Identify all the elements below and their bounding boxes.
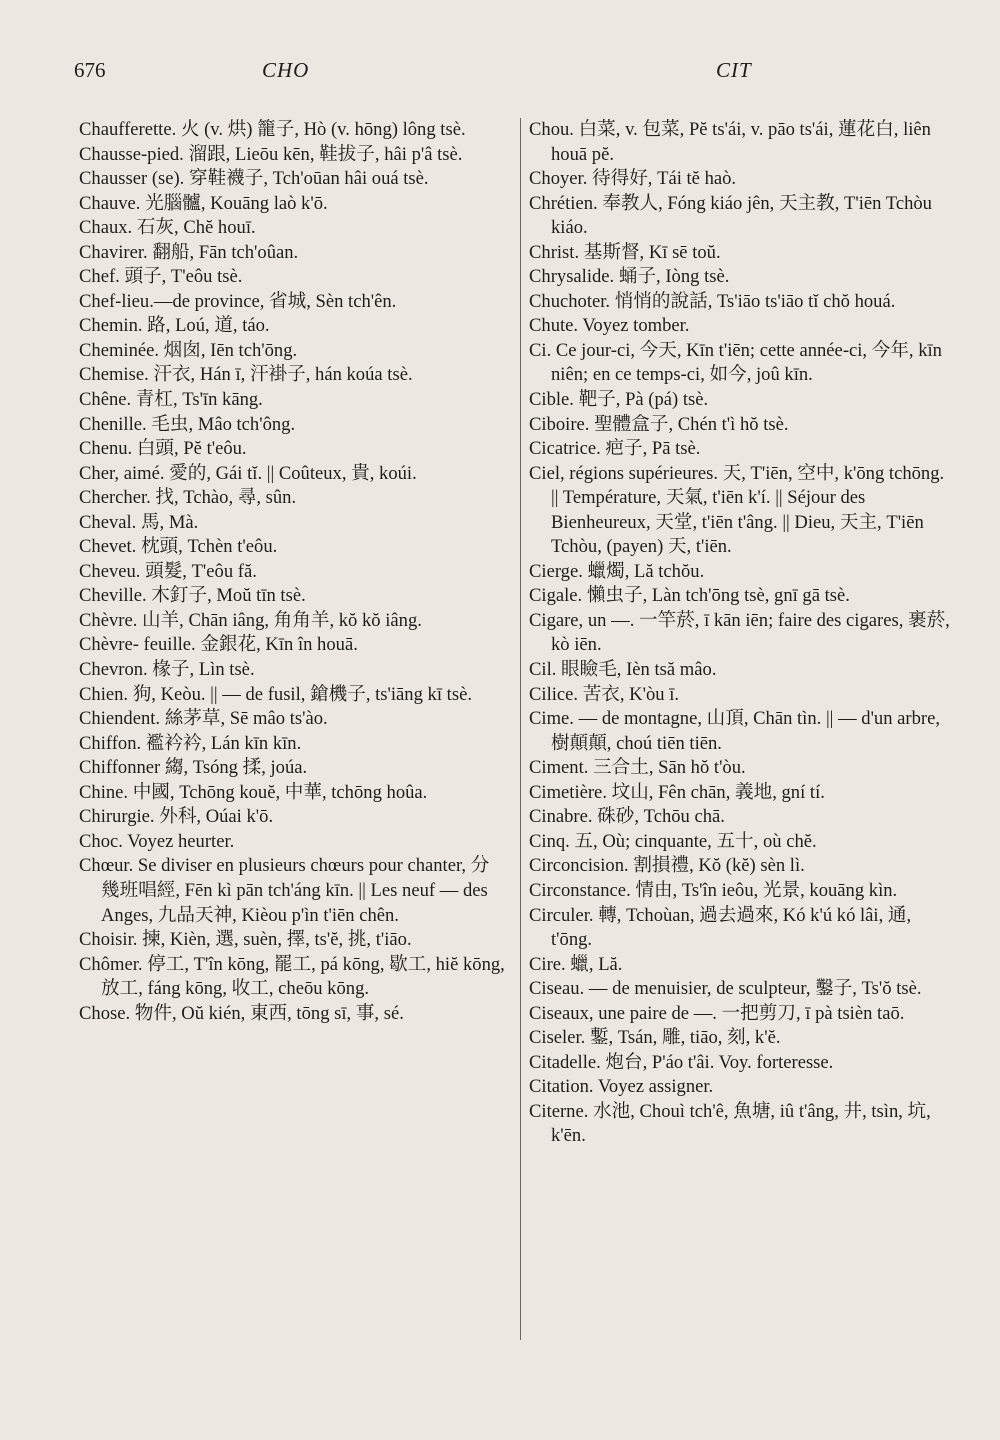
dictionary-entry: Ci. Ce jour-ci, 今天, Kīn t'iēn; cette année-ci, 今年, kīn niên; en ce temps-ci, 如今, joû kīn. (529, 339, 942, 386)
left-guide-word: CHO (262, 58, 310, 82)
dictionary-entry: Chenille. 毛虫, Mâo tch'ông. (79, 413, 296, 435)
dictionary-entry: Chômer. 停工, T'în kōng, 罷工, pá kōng, 歇工, hiĕ kōng, 放工, fáng kōng, 收工, cheōu kōng. (79, 953, 505, 1000)
dictionary-entry: Citation. Voyez assigner. (529, 1076, 714, 1098)
dictionary-entry: Cilice. 苦衣, K'òu ī. (529, 683, 680, 705)
dictionary-entry: Chirurgie. 外科, Oúai k'ō. (79, 806, 274, 828)
dictionary-entry: Chauve. 光腦髗, Kouāng laò k'ō. (79, 192, 328, 214)
dictionary-entry: Chaux. 石灰, Chĕ houī. (79, 217, 256, 239)
dictionary-entry: Chine. 中國, Tchōng kouĕ, 中華, tchōng hoûa. (79, 781, 428, 803)
dictionary-entry: Chavirer. 翻船, Fān tch'oûan. (79, 241, 299, 263)
dictionary-entry: Cheval. 馬, Mà. (79, 511, 199, 533)
dictionary-entry: Chaufferette. 火 (v. 烘) 籠子, Hò (v. hōng) lông tsè. (79, 119, 466, 140)
dictionary-entry: Cimetière. 坟山, Fên chān, 義地, gní tí. (529, 781, 825, 803)
dictionary-entry: Chrétien. 奉教人, Fóng kiáo jên, 天主教, T'iēn Tchòu kiáo. (529, 192, 932, 239)
dictionary-entry: Chef-lieu.—de province, 省城, Sèn tch'ên. (79, 290, 397, 312)
dictionary-entry: Cil. 眼瞼毛, Ièn tsă mâo. (529, 659, 717, 681)
dictionary-entry: Chevet. 枕頭, Tchèn t'eôu. (79, 536, 278, 558)
dictionary-entry: Chausse-pied. 溜跟, Lieōu kēn, 鞋拔子, hâi p'â tsè. (79, 143, 463, 165)
dictionary-entry: Chiffonner 縐, Tsóng 揉, joúa. (79, 757, 308, 779)
dictionary-entry: Chèvre. 山羊, Chān iâng, 角角羊, kŏ kŏ iâng. (79, 609, 422, 631)
dictionary-entry: Chercher. 找, Tchào, 尋, sûn. (79, 487, 297, 509)
dictionary-entry: Chuchoter. 悄悄的說話, Ts'iāo ts'iāo tĭ chŏ houá. (529, 290, 896, 312)
dictionary-entry: Cire. 蠟, Lă. (529, 953, 623, 975)
dictionary-entry: Christ. 基斯督, Kī sē toŭ. (529, 241, 721, 263)
dictionary-entry: Cible. 靶子, Pà (pá) tsè. (529, 389, 709, 411)
dictionary-entry: Chiffon. 襤衿衿, Lán kīn kīn. (79, 732, 302, 754)
right-column (529, 118, 955, 1149)
dictionary-entry: Circoncision. 割損禮, Kŏ (kĕ) sèn lì. (529, 855, 805, 877)
page-number: 676 (74, 58, 106, 82)
column-divider (520, 118, 521, 1340)
dictionary-entry: Circuler. 轉, Tchoùan, 過去過來, Kó k'ú kó lâi, 通, t'ōng. (529, 904, 912, 951)
left-column (79, 118, 507, 1026)
dictionary-entry: Cheminée. 烟囱, Iēn tch'ōng. (79, 339, 298, 361)
dictionary-entry: Chemin. 路, Loú, 道, táo. (79, 315, 270, 337)
dictionary-entry: Circonstance. 情由, Ts'în ieôu, 光景, kouāng kìn. (529, 879, 898, 901)
dictionary-entry: Choisir. 揀, Kièn, 選, suèn, 擇, ts'ĕ, 挑, t'iāo. (79, 929, 412, 951)
dictionary-entry: Citerne. 水池, Chouì tch'ê, 魚塘, iû t'âng, 井, tsìn, 坑, k'ēn. (529, 1100, 931, 1147)
dictionary-entry: Chien. 狗, Keòu. || — de fusil, 鎗機子, ts'iāng kī tsè. (79, 683, 472, 705)
dictionary-entry: Chute. Voyez tomber. (529, 315, 690, 337)
dictionary-entry: Chou. 白菜, v. 包菜, Pĕ ts'ái, v. pāo ts'ái, 蓮花白, liên houā pĕ. (529, 119, 931, 165)
dictionary-entry: Chausser (se). 穿鞋襪子, Tch'oūan hâi ouá tsè. (79, 168, 429, 190)
right-guide-word: CIT (716, 58, 752, 82)
dictionary-entry: Chemise. 汗衣, Hán ī, 汗褂子, hán koúa tsè. (79, 364, 413, 386)
dictionary-entry: Choyer. 待得好, Tái tĕ haò. (529, 168, 737, 190)
dictionary-entry: Cheveu. 頭髮, T'eôu fă. (79, 560, 257, 582)
dictionary-entry: Chevron. 椽子, Lìn tsè. (79, 659, 255, 681)
dictionary-entry: Ciseaux, une paire de —. 一把剪刀, ī pà tsièn taō. (529, 1002, 905, 1024)
dictionary-entry: Chenu. 白頭, Pĕ t'eôu. (79, 438, 247, 460)
dictionary-entry: Ciseau. — de menuisier, de sculpteur, 鑿子, Ts'ŏ tsè. (529, 978, 922, 1000)
dictionary-entry: Choc. Voyez heurter. (79, 830, 235, 852)
dictionary-entry: Chrysalide. 蛹子, Iòng tsè. (529, 266, 730, 288)
dictionary-entry: Ciment. 三合土, Sān hŏ t'òu. (529, 757, 746, 779)
dictionary-entry: Cinq. 五, Où; cinquante, 五十, où chĕ. (529, 830, 817, 852)
dictionary-entry: Cheville. 木釘子, Moŭ tīn tsè. (79, 585, 306, 607)
dictionary-entry: Cigare, un —. 一竿菸, ī kān iēn; faire des cigares, 裹菸, kò iēn. (529, 609, 950, 656)
dictionary-entry: Cime. — de montagne, 山頂, Chān tìn. || — d'un arbre, 樹顛顛, choú tiēn tiēn. (529, 708, 941, 754)
dictionary-entry: Chœur. Se diviser en plusieurs chœurs pour chanter, 分幾班唱經, Fēn kì pān tch'áng kīn. || Les neuf — des Anges, 九品天神, Kièou p'ìn t'iēn chên. (79, 855, 490, 926)
dictionary-entry: Cierge. 蠟燭, Lă tchŏu. (529, 560, 705, 582)
dictionary-entry: Ciboire. 聖體盒子, Chén t'ì hŏ tsè. (529, 413, 789, 435)
dictionary-entry: Cigale. 懶虫子, Làn tch'ōng tsè, gnī gā tsè. (529, 585, 850, 607)
dictionary-entry: Chêne. 青杠, Ts'īn kāng. (79, 389, 263, 411)
dictionary-entry: Chiendent. 絲茅草, Sē mâo ts'ào. (79, 708, 328, 730)
dictionary-entry: Chèvre- feuille. 金銀花, Kīn în houā. (79, 634, 358, 656)
dictionary-entry: Cinabre. 硃砂, Tchōu chā. (529, 806, 725, 828)
dictionary-entry: Ciseler. 鏨, Tsán, 雕, tiāo, 刻, k'ĕ. (529, 1027, 781, 1049)
dictionary-entry: Cicatrice. 疤子, Pā tsè. (529, 438, 701, 460)
dictionary-entry: Ciel, régions supérieures. 天, T'iēn, 空中, k'ōng tchōng. || Température, 天氣, t'iēn k'í. || Séjour des Bienheureux, 天堂, t'iēn t'âng. || Dieu, 天主, T'iēn Tchòu, (payen) 天, t'iēn. (529, 462, 945, 558)
dictionary-entry: Chef. 頭子, T'eôu tsè. (79, 266, 243, 288)
dictionary-entry: Citadelle. 炮台, P'áo t'âi. Voy. forteresse. (529, 1051, 834, 1073)
dictionary-entry: Cher, aimé. 愛的, Gái tĭ. || Coûteux, 貴, koúi. (79, 462, 417, 484)
dictionary-entry: Chose. 物件, Oŭ kién, 東西, tōng sī, 事, sé. (79, 1002, 404, 1024)
page-header (0, 58, 1000, 88)
